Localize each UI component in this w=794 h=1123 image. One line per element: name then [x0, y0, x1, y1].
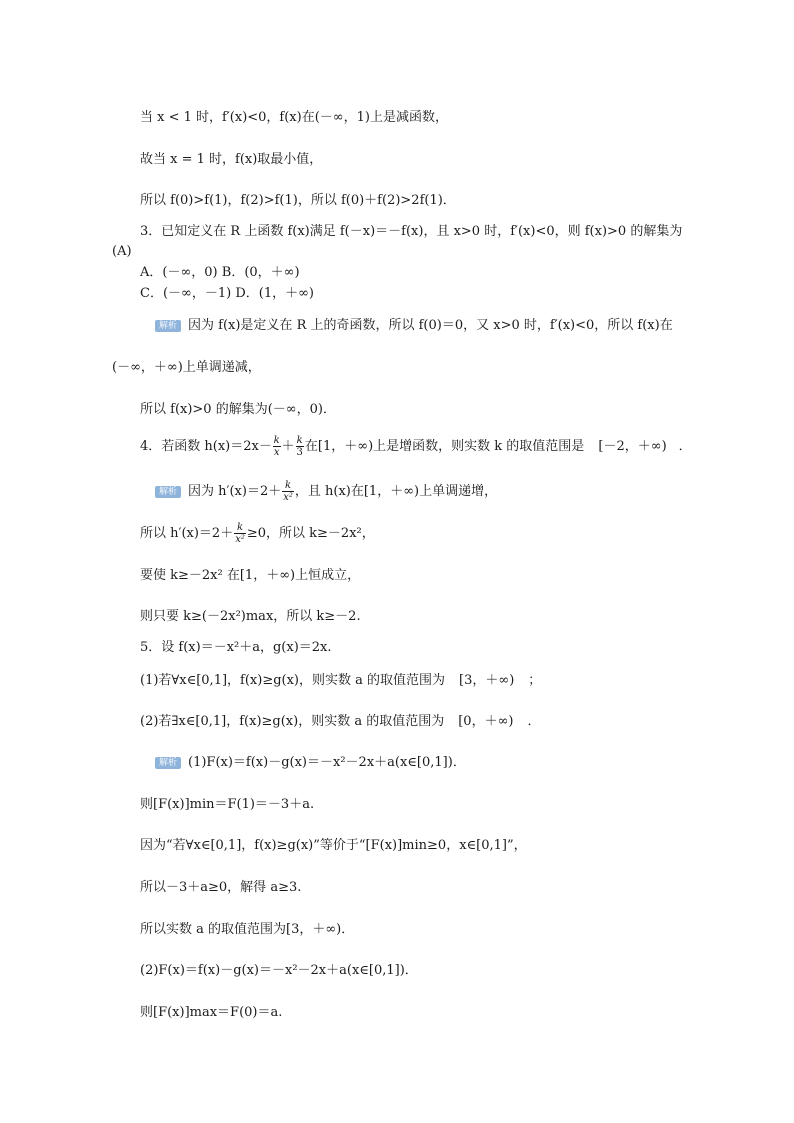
fraction-k-over-x2: $\frac{k}{\text{x²}}$	[283, 480, 293, 503]
question-5: 5．设 f(x)＝－x²＋a，g(x)＝2x.	[140, 640, 332, 655]
text-line: 要使 k≥－2x² 在[1，＋∞)上恒成立，	[140, 568, 361, 583]
text-line: 所以 f(0)>f(1)，f(2)>f(1)，所以 f(0)＋f(2)>2f(1)．	[140, 193, 456, 208]
text-line: 所以－3＋a≥0，解得 a≥3.	[140, 880, 302, 895]
text-line: 所以实数 a 的取值范围为[3，＋∞)．	[140, 922, 355, 937]
q5-1-answer: [3，＋∞)	[459, 673, 515, 688]
analysis-line	[155, 476, 497, 508]
analysis-line	[155, 755, 466, 771]
analysis-text: (1)F(x)＝f(x)－g(x)＝－x²－2x＋a(x∈[0,1])．	[188, 755, 466, 770]
text-line: 因为“若∀x∈[0,1]，f(x)≥g(x)”等价于“[F(x)]min≥0，x∈[0,1]”，	[140, 838, 527, 853]
q5-2-end: ．	[527, 714, 541, 729]
text-line: (－∞，＋∞)上单调递减，	[112, 360, 261, 375]
text-line: 则[F(x)]max＝F(0)＝a.	[140, 1005, 283, 1020]
question-3-answer: (A)	[112, 244, 132, 259]
analysis-tag: 解析	[155, 320, 181, 332]
q5-1-end: ；	[528, 673, 542, 688]
q5-2-text: (2)若∃x∈[0,1]，f(x)≥g(x)，则实数 a 的取值范围为	[140, 714, 445, 729]
q4-text: ＋	[281, 439, 295, 454]
options-ab: A．(－∞，0) B．(0，＋∞)	[140, 265, 300, 280]
text-line: 故当 x = 1 时，f(x)取最小值，	[140, 152, 323, 167]
q4-text: 4．若函数 h(x)＝2x－	[140, 439, 272, 454]
fraction-k-over-3: $\frac{k}{3}$	[296, 435, 303, 458]
text-fragment: 所以 h′(x)＝2＋	[140, 526, 234, 541]
analysis-tag: 解析	[155, 486, 181, 498]
q5-1-text: (1)若∀x∈[0,1]，f(x)≥g(x)，则实数 a 的取值范围为	[140, 673, 446, 688]
question-4	[140, 432, 692, 462]
analysis-text: 因为 h′(x)＝2＋	[188, 484, 282, 499]
q4-end: ．	[678, 439, 692, 454]
question-5-part-1	[140, 673, 541, 689]
analysis-text: 因为 f(x)是定义在 R 上的奇函数，所以 f(0)＝0，又 x>0 时，f′(x)<0，所以 f(x)在	[188, 318, 673, 333]
text-line: 则只要 k≥(－2x²)max，所以 k≥－2.	[140, 609, 361, 624]
text-fragment: ≥0，所以 k≥－2x²，	[246, 526, 375, 541]
question-3: 3．已知定义在 R 上函数 f(x)满足 f(－x)＝－f(x)，且 x>0 时，f′(x)<0，则 f(x)>0 的解集为	[140, 224, 683, 239]
options-cd: C．(－∞，－1) D．(1，＋∞)	[140, 286, 314, 301]
text-line: 则[F(x)]min＝F(1)＝－3＋a.	[140, 797, 315, 812]
analysis-tag: 解析	[155, 757, 181, 769]
q5-2-answer: [0，＋∞)	[458, 714, 514, 729]
text-line: 当 x < 1 时，f′(x)<0，f(x)在(－∞，1)上是减函数，	[140, 110, 448, 125]
analysis-text: ，且 h(x)在[1，＋∞)上单调递增，	[294, 484, 498, 499]
fraction-k-over-x: $\frac{k}{x}$	[273, 435, 280, 458]
q4-answer: [－2，＋∞)	[598, 439, 667, 454]
question-5-part-2	[140, 714, 541, 730]
analysis-line	[155, 318, 673, 334]
text-line	[140, 518, 375, 550]
fraction-k-over-x2: $\frac{k}{\text{x²}}$	[235, 522, 245, 545]
q4-text: 在[1，＋∞)上是增函数，则实数 k 的取值范围是	[304, 439, 585, 454]
text-line: 所以 f(x)>0 的解集为(－∞，0)．	[140, 402, 336, 417]
text-line: (2)F(x)＝f(x)－g(x)＝－x²－2x＋a(x∈[0,1])．	[140, 963, 418, 978]
